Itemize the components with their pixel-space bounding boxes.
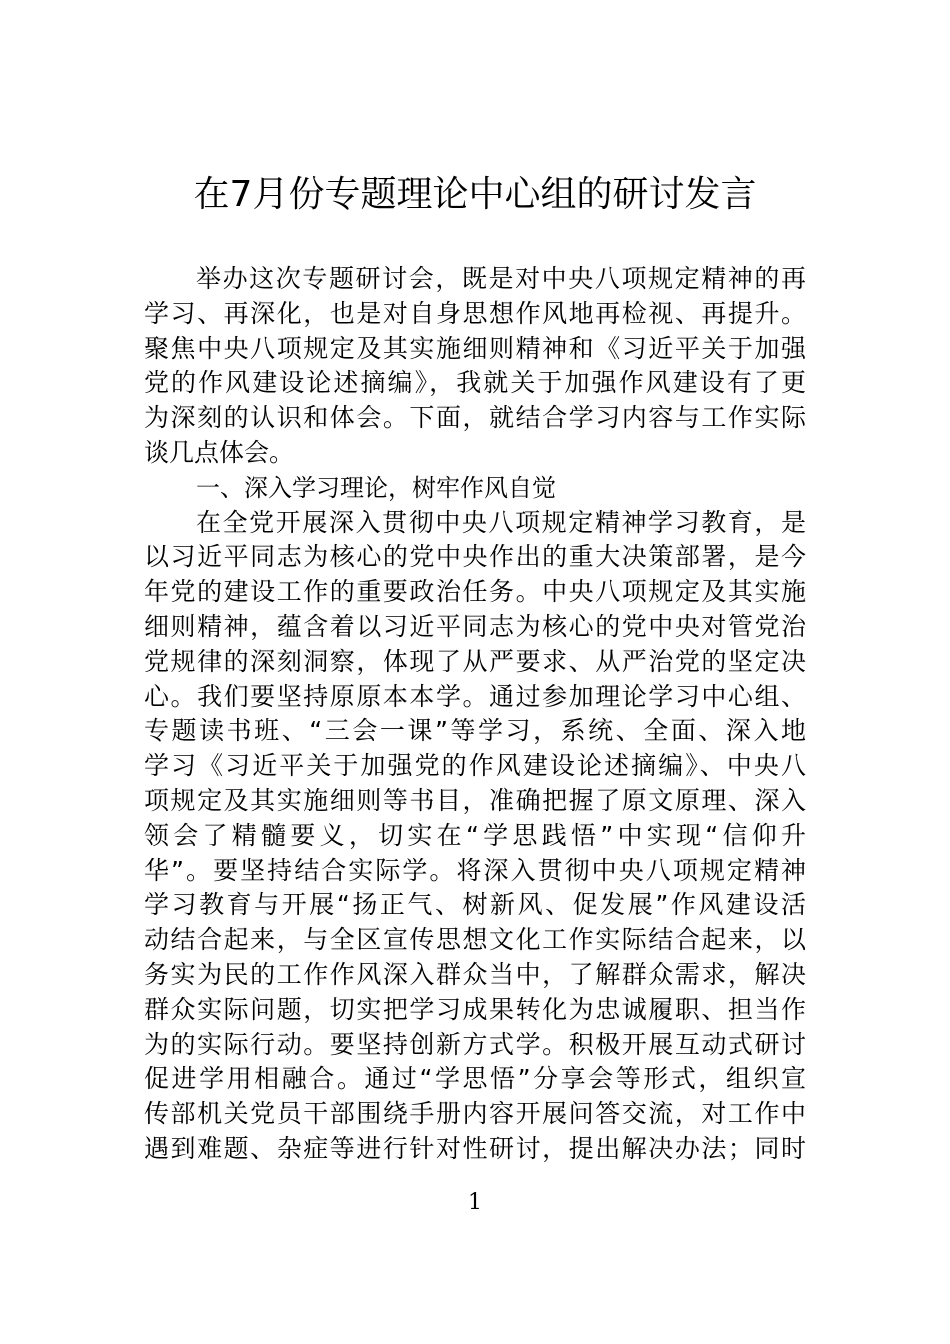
paragraph-2-line-10: 领会了精髓要义，切实在“学思践悟”中实现“信仰升 (144, 820, 806, 850)
paragraph-2-line-3: 年党的建设工作的重要政治任务。中央八项规定及其实施 (144, 577, 806, 607)
section-heading-1: 一、深入学习理论，树牢作风自觉 (196, 473, 556, 502)
paragraph-1-line-4: 党的作风建设论述摘编》，我就关于加强作风建设有了更 (144, 368, 806, 398)
document-title: 在7月份专题理论中心组的研讨发言 (193, 174, 757, 215)
paragraph-2-line-15: 群众实际问题，切实把学习成果转化为忠诚履职、担当作 (144, 994, 806, 1024)
paragraph-1-line-5: 为深刻的认识和体会。下面，就结合学习内容与工作实际 (144, 403, 806, 433)
paragraph-2-line-2: 以习近平同志为核心的党中央作出的重大决策部署，是今 (144, 542, 806, 572)
paragraph-2-line-4: 细则精神，蕴含着以习近平同志为核心的党中央对管党治 (144, 611, 806, 641)
paragraph-2-line-16: 为的实际行动。要坚持创新方式学。积极开展互动式研讨 (144, 1029, 806, 1059)
paragraph-2-line-6: 心。我们要坚持原原本本学。通过参加理论学习中心组、 (144, 681, 806, 711)
paragraph-1-line-2: 学习、再深化，也是对自身思想作风地再检视、再提升。 (144, 298, 806, 328)
paragraph-2-line-13: 动结合起来，与全区宣传思想文化工作实际结合起来，以 (144, 925, 806, 955)
paragraph-2-line-8: 学习《习近平关于加强党的作风建设论述摘编》、中央八 (144, 751, 806, 781)
paragraph-2-line-19: 遇到难题、杂症等进行针对性研讨，提出解决办法；同时 (144, 1133, 806, 1163)
paragraph-2-line-1: 在全党开展深入贯彻中央八项规定精神学习教育，是 (196, 507, 806, 537)
paragraph-2-line-18: 传部机关党员干部围绕手册内容开展问答交流，对工作中 (144, 1099, 806, 1129)
paragraph-1-line-1: 举办这次专题研讨会，既是对中央八项规定精神的再 (196, 264, 806, 293)
page-number: 1 (468, 1190, 482, 1215)
paragraph-2-line-12: 学习教育与开展“扬正气、树新风、促发展”作风建设活 (144, 890, 806, 920)
paragraph-2-line-7: 专题读书班、“三会一课”等学习，系统、全面、深入地 (144, 716, 806, 746)
paragraph-2-line-5: 党规律的深刻洞察，体现了从严要求、从严治党的坚定决 (144, 646, 806, 676)
document-body (144, 262, 806, 1167)
paragraph-1-line-3: 聚焦中央八项规定及其实施细则精神和《习近平关于加强 (144, 333, 806, 363)
paragraph-1-line-6: 谈几点体会。 (144, 437, 295, 467)
paragraph-2-line-11: 华”。要坚持结合实际学。将深入贯彻中央八项规定精神 (144, 855, 806, 885)
paragraph-2-line-17: 促进学用相融合。通过“学思悟”分享会等形式，组织宣 (144, 1064, 806, 1094)
paragraph-2-line-9: 项规定及其实施细则等书目，准确把握了原文原理、深入 (144, 785, 806, 815)
paragraph-2-line-14: 务实为民的工作作风深入群众当中，了解群众需求，解决 (144, 959, 806, 989)
